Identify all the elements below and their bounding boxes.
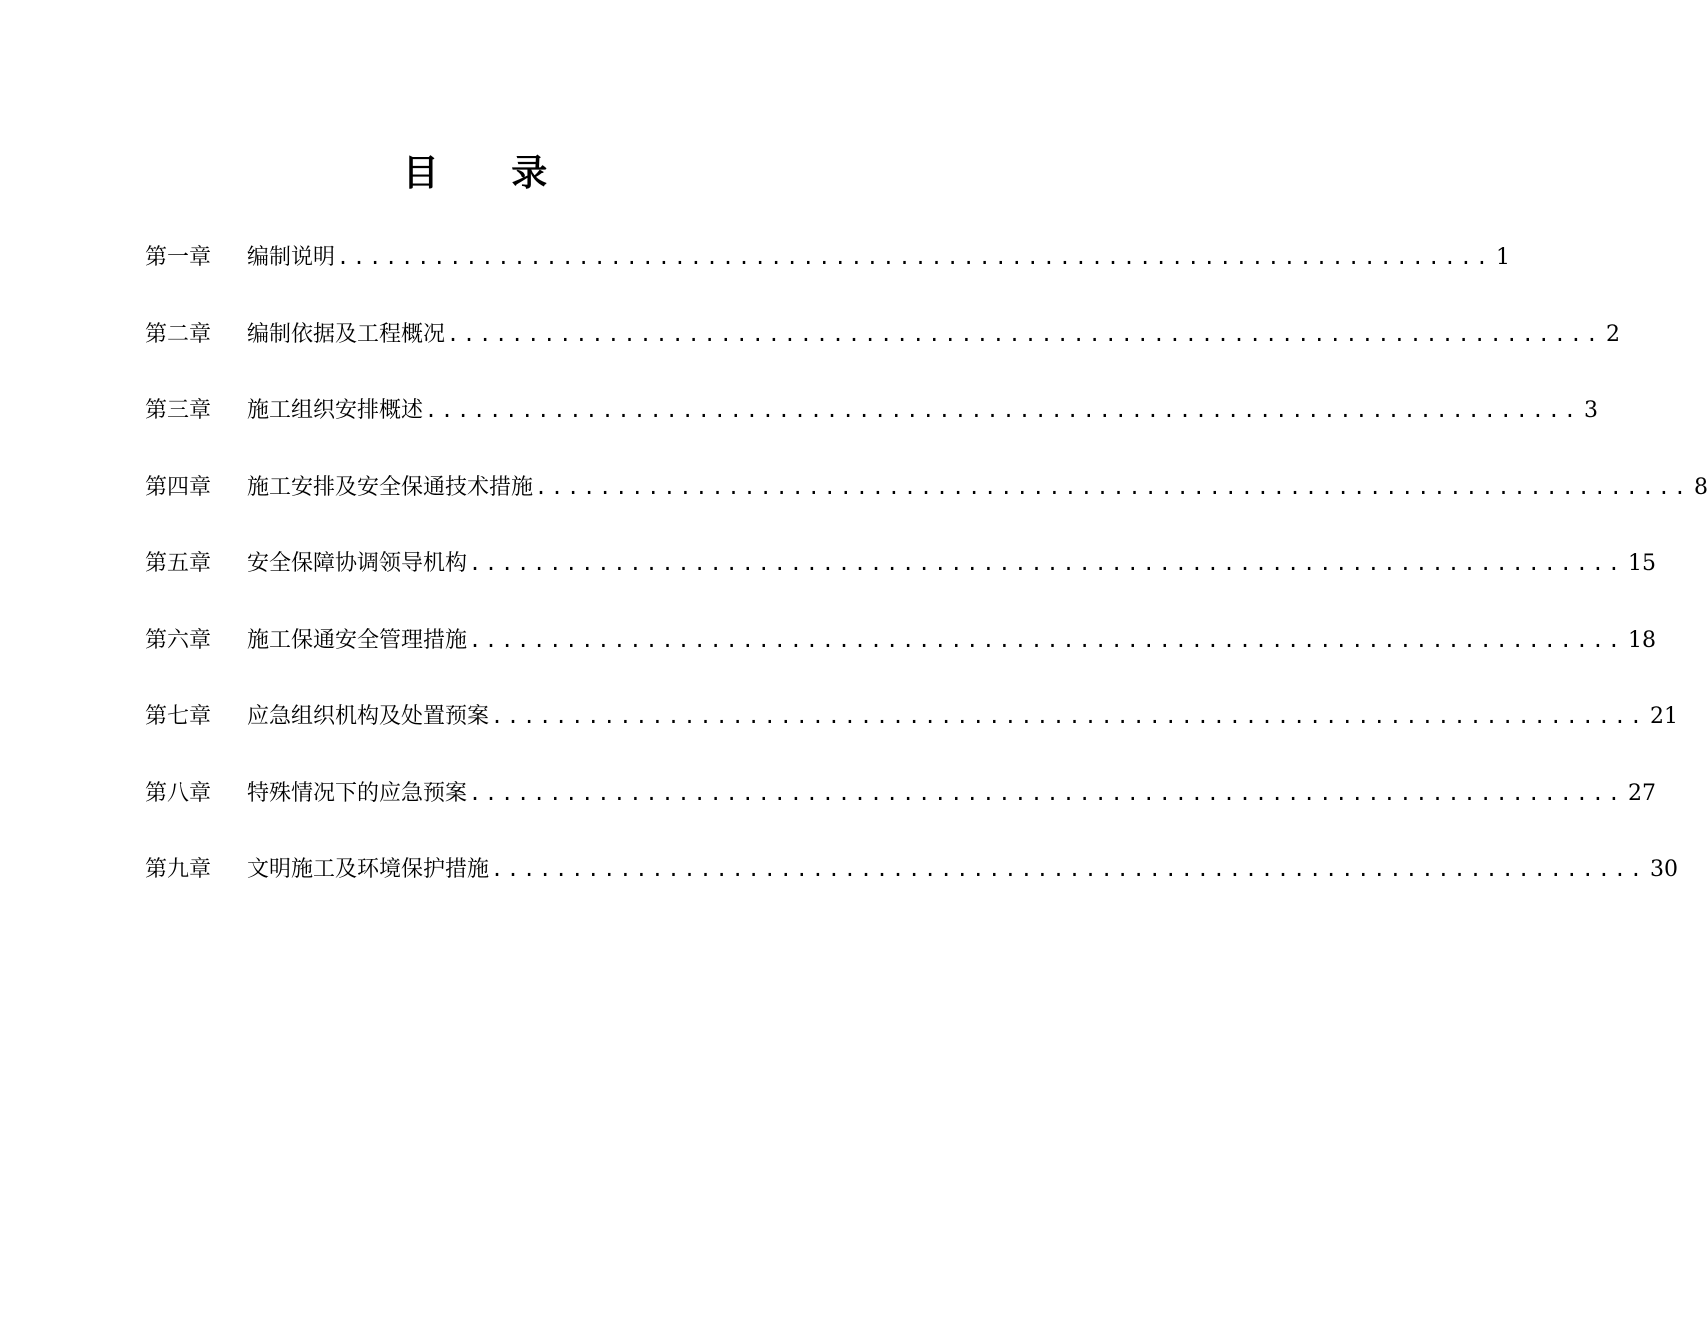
toc-page-number: 27 — [1627, 780, 1656, 806]
toc-chapter-number: 第九章 — [145, 857, 212, 882]
toc-dot-leader: ........................................................................ — [491, 857, 1646, 881]
toc-dot-leader: ........................................................................ — [469, 780, 1624, 805]
toc-dot-leader: ........................................................................ — [535, 474, 1690, 499]
toc-chapter-number: 第二章 — [145, 321, 212, 347]
toc-page-number: 1 — [1495, 245, 1510, 270]
toc-chapter-number: 第三章 — [145, 398, 212, 423]
toc-page-number: 30 — [1649, 857, 1678, 882]
toc-chapter-title: 施工安排及安全保通技术措施 — [247, 474, 534, 500]
toc-dot-leader: ........................................................................ — [491, 704, 1646, 728]
toc-chapter-title: 施工组织安排概述 — [247, 398, 424, 423]
toc-entry-7[interactable] — [145, 694, 1678, 771]
toc-entry-5[interactable] — [145, 541, 1656, 618]
toc-dot-leader: ........................................................................ — [425, 398, 1580, 422]
toc-chapter-number: 第六章 — [145, 627, 212, 653]
toc-dot-leader: ........................................................................ — [469, 627, 1624, 652]
toc-dot-leader: ........................................................................ — [469, 551, 1624, 575]
toc-dot-leader: ........................................................................ — [337, 245, 1492, 269]
toc-entry-2[interactable] — [145, 312, 1620, 389]
toc-chapter-title: 特殊情况下的应急预案 — [247, 780, 468, 806]
toc-chapter-number: 第四章 — [145, 474, 212, 500]
toc-dot-leader: ........................................................................ — [447, 321, 1602, 346]
toc-chapter-number: 第一章 — [145, 245, 212, 270]
toc-chapter-number: 第五章 — [145, 551, 212, 576]
toc-page-number: 8 — [1693, 474, 1708, 500]
toc-chapter-title: 文明施工及环境保护措施 — [247, 857, 490, 882]
toc-entry-4[interactable] — [145, 465, 1708, 542]
toc-page-number: 15 — [1627, 551, 1656, 576]
toc-entry-1[interactable] — [145, 235, 1510, 312]
toc-chapter-number: 第八章 — [145, 780, 212, 806]
toc-chapter-title: 应急组织机构及处置预案 — [247, 704, 490, 729]
toc-chapter-number: 第七章 — [145, 704, 212, 729]
toc-chapter-title: 编制说明 — [247, 245, 336, 270]
toc-page-number: 2 — [1605, 321, 1620, 347]
toc-page-number: 18 — [1627, 627, 1656, 653]
toc-entry-8[interactable] — [145, 771, 1656, 848]
toc-chapter-title: 施工保通安全管理措施 — [247, 627, 468, 653]
toc-page-number: 3 — [1583, 398, 1598, 423]
toc-chapter-title: 编制依据及工程概况 — [247, 321, 446, 347]
toc-entry-9[interactable] — [145, 847, 1678, 924]
toc-title: 目 录 — [402, 152, 578, 194]
toc-entry-3[interactable] — [145, 388, 1598, 465]
toc-chapter-title: 安全保障协调领导机构 — [247, 551, 468, 576]
toc-entry-6[interactable] — [145, 618, 1656, 695]
toc-page-number: 21 — [1649, 704, 1678, 729]
toc-list — [145, 235, 1708, 924]
